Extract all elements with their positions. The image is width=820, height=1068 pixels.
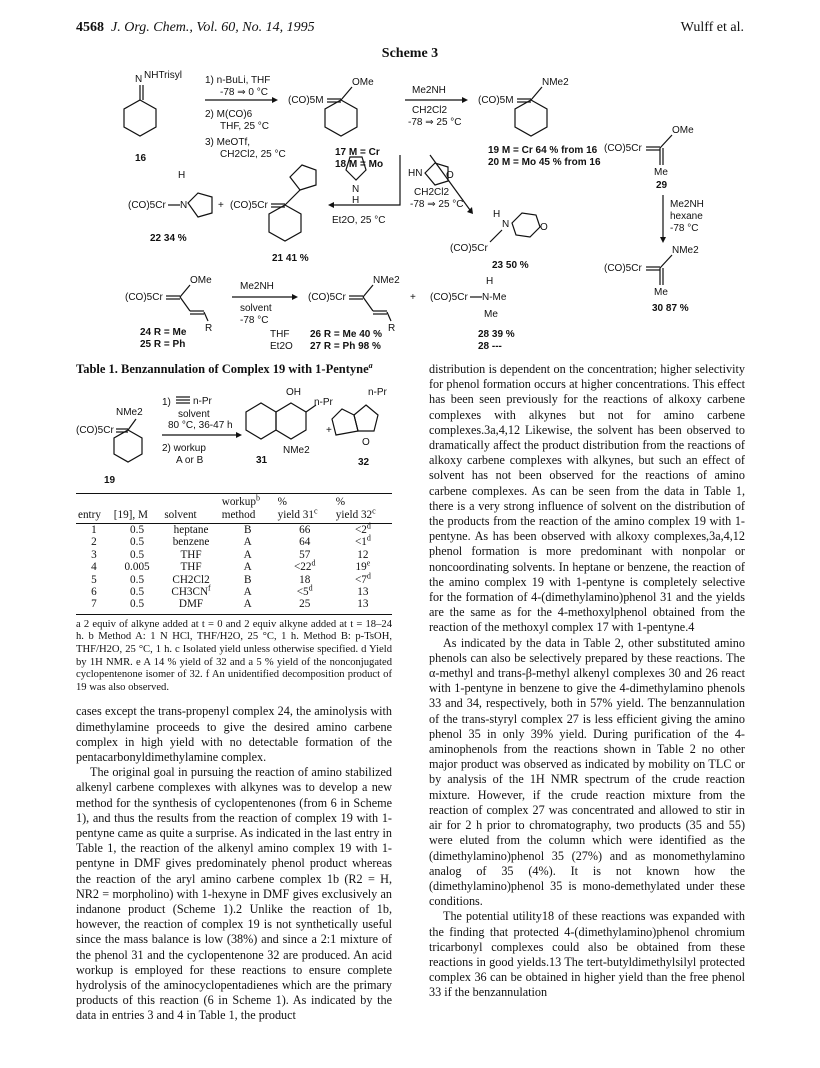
svg-text:CH2Cl2: CH2Cl2 (414, 187, 450, 198)
header-left: 4568 J. Org. Chem., Vol. 60, No. 14, 1995 (76, 20, 315, 35)
svg-text:Me: Me (484, 309, 498, 320)
table1-header-top: % (276, 494, 334, 509)
svg-text:H: H (493, 209, 501, 220)
compound-23 (450, 209, 548, 271)
svg-text:31: 31 (256, 455, 268, 467)
table1-header: solvent (162, 509, 219, 524)
svg-text:(CO)5M: (CO)5M (478, 95, 514, 106)
table1-cell: A (243, 548, 252, 561)
svg-text:(CO)5Cr: (CO)5Cr (128, 200, 166, 211)
svg-text:Me2NH: Me2NH (412, 85, 446, 96)
svg-text:NMe2: NMe2 (542, 77, 569, 88)
svg-text:CH2Cl2, 25 °C: CH2Cl2, 25 °C (220, 149, 286, 160)
table1-cell: $<2^d$ (354, 521, 371, 537)
table1-header: method (220, 509, 276, 524)
svg-text:Me2NH: Me2NH (240, 281, 274, 292)
table1-header: yield 31$^c$ (276, 509, 334, 524)
table1-cell: CH2Cl2 (172, 573, 210, 586)
table1-cell: 0.5 (112, 598, 163, 614)
svg-text:OH: OH (286, 387, 301, 399)
svg-text:O: O (446, 170, 454, 181)
svg-text:-78 °C: -78 °C (670, 223, 699, 234)
svg-text:+: + (218, 200, 224, 211)
table1-cell: benzene (172, 536, 210, 549)
svg-text:NMe2: NMe2 (283, 445, 310, 457)
table1-header: [19], M (112, 509, 163, 524)
table1-row (76, 598, 392, 614)
svg-text:O: O (540, 222, 548, 233)
svg-text:N: N (502, 219, 510, 230)
svg-text:H: H (486, 276, 494, 287)
svg-text:18 M = Mo: 18 M = Mo (335, 159, 384, 170)
svg-text:Me2NH: Me2NH (670, 199, 704, 210)
header-author: Wulff et al. (680, 20, 744, 35)
table1-cell: B (243, 573, 252, 586)
table1-header: yield 32$^c$ (334, 509, 392, 524)
svg-text:(CO)5Cr: (CO)5Cr (230, 200, 268, 211)
svg-text:O: O (362, 437, 370, 449)
left-column (76, 362, 392, 1024)
right-para-3: The potential utility18 of these reactions was expanded with the finding that protected 4-(dimethylamino)phenol chromium tricarbonyl complexes could also be obtained from these reactions in good yields.13 The tert-butyldimethylsilyl protected complex 36 can be obtained in higher yield than the free phenol 33 if the benzannulation (429, 909, 745, 1000)
svg-text:-78 ⇒ 0 °C: -78 ⇒ 0 °C (220, 87, 268, 98)
compound-26-27 (308, 275, 400, 350)
svg-text:2) workup: 2) workup (162, 443, 206, 455)
svg-text:28 ---: 28 --- (478, 341, 502, 350)
svg-text:(CO)5Cr: (CO)5Cr (308, 292, 346, 303)
svg-text:19 M = Cr 64 % from 16: 19 M = Cr 64 % from 16 (488, 145, 598, 156)
table1-cell: A (243, 536, 252, 549)
svg-text:2) M(CO)6: 2) M(CO)6 (205, 109, 253, 120)
svg-text:1) n-BuLi, THF: 1) n-BuLi, THF (205, 75, 271, 86)
table1-cell: 4 (91, 561, 97, 574)
svg-text:20 M = Mo 45 % from 16: 20 M = Mo 45 % from 16 (488, 157, 601, 168)
table1-cell: 66 (299, 524, 311, 537)
table1-cell: A (220, 598, 276, 614)
table1-cell: $<1^d$ (354, 533, 371, 549)
table1-cell: 25 (276, 598, 334, 614)
svg-text:Et2O, 25 °C: Et2O, 25 °C (332, 215, 386, 226)
svg-text:NHTrisyl: NHTrisyl (144, 70, 182, 81)
svg-text:22 34 %: 22 34 % (150, 233, 187, 244)
table1-row (76, 561, 392, 573)
table1-caption: Table 1. Benzannulation of Complex 19 with 1-Pentyne$^a$ (76, 360, 373, 376)
table1-cell: 6 (91, 586, 97, 599)
reagents-3 (232, 281, 298, 350)
table1-cell: $<7^d$ (354, 570, 371, 586)
table1-cell: A (243, 586, 252, 599)
svg-text:N: N (135, 74, 143, 85)
table1-cell: $<22^d$ (293, 558, 316, 574)
table1-cell: 57 (299, 548, 311, 561)
table1-cell: 0.5 (130, 586, 145, 599)
svg-text:1): 1) (162, 397, 171, 409)
svg-text:OMe: OMe (190, 275, 212, 286)
table1-row (76, 536, 392, 548)
table1-footnote: a 2 equiv of alkyne added at t = 0 and 2 equiv alkyne added at t = 18–24 h. b Method A: 1 N HCl, THF/H2O, 25 °C, 1 h. Method B: p-TsOH, THF/H2O, 25 °C, 1 h. c Isolated yield unless otherwise specified. d Yield by 1H NMR. e A 14 % yield of 32 and a 5 % yield of the nonconjugated cyclopentenone isomer of 32. f An unidentified decomposition product of 19 was also observed. (76, 618, 392, 693)
svg-text:21 41 %: 21 41 % (272, 253, 309, 264)
compound-24-25 (125, 275, 212, 350)
label-16: 16 (135, 153, 147, 164)
svg-text:hexane: hexane (670, 211, 703, 222)
table1-header-top (112, 494, 163, 509)
svg-text:Me: Me (654, 287, 668, 298)
svg-text:30 87 %: 30 87 % (652, 303, 689, 314)
svg-text:solvent: solvent (178, 409, 210, 421)
table1-header-top (162, 494, 219, 509)
svg-text:-78 °C: -78 °C (240, 315, 269, 326)
table1-cell: 64 (299, 536, 311, 549)
table1-header-top: % (334, 494, 392, 509)
table1-cell: 0.005 (124, 561, 150, 574)
svg-text:19: 19 (104, 475, 116, 487)
table1-cell: 19e (355, 558, 371, 574)
table1-cell: 1 (91, 524, 97, 537)
table1-cell: THF (180, 548, 202, 561)
svg-text:THF: THF (270, 329, 290, 340)
table1-cell: 2 (91, 536, 97, 549)
svg-text:H: H (352, 195, 360, 206)
svg-text:80 °C, 36-47 h: 80 °C, 36-47 h (168, 420, 233, 432)
svg-text:26 R = Me 40 %: 26 R = Me 40 % (310, 329, 382, 340)
svg-text:+: + (410, 292, 416, 303)
table1-row (76, 586, 392, 598)
table1-cell: A (243, 561, 252, 574)
reagents-1 (205, 75, 286, 160)
svg-text:A or B: A or B (176, 455, 204, 467)
svg-text:(CO)5Cr: (CO)5Cr (604, 143, 642, 154)
svg-text:N: N (180, 200, 188, 211)
table1-cell: 13 (334, 598, 392, 614)
left-para-1: cases except the trans-propenyl complex 24, the aminolysis with dimethylamine proceeds to give the desired amino carbene complex in high yield with no detectable formation of the pentacarbonyldimethylamine complex. (76, 704, 392, 765)
svg-text:R: R (205, 323, 213, 334)
right-para-2: As indicated by the data in Table 2, other substituted amino phenols can also be selectively prepared by these reactions. The α-methyl and trans-β-methyl alkenyl complexes 30 and 26 react with 1-pentyne in benzene to give the 4-dimethylamino phenols 33 and 34, respectively, both in 57% yield. The benzannulation of the trans-styryl complex 27 is less efficient giving the amino phenol 35 in only 39% yield. During purification of the 4-aminophenols from the reactions shown in Table 2 no other major product was observed as indicated by mobility on TLC or by analysis of the 1H NMR spectrum of the crude reaction mixture. However, if the crude reaction mixture from the reaction of complex 27 was concentrated and allowed to stir in air for 2 h prior to chromatography, two products (35 and 55) were eluted from the column which were identified as the (dimethylamino)phenol 35 (27%) and as monomethylamino analog of 35 (4%). It is not known how the (dimethylamino)phenol 35 is mono-demethylated under these conditions. (429, 635, 745, 909)
svg-text:CH2Cl2: CH2Cl2 (412, 105, 448, 116)
reagents-2 (405, 85, 468, 128)
svg-text:n-Pr: n-Pr (368, 387, 387, 399)
table1-row (76, 524, 392, 537)
svg-text:3) MeOTf,: 3) MeOTf, (205, 137, 251, 148)
svg-text:-78 ⇒ 25 °C: -78 ⇒ 25 °C (410, 199, 464, 210)
svg-text:n-Pr: n-Pr (314, 397, 333, 409)
table1-scheme (76, 383, 392, 491)
svg-text:27 R = Ph 98 %: 27 R = Ph 98 % (310, 341, 381, 350)
table1-cell: $CH3CN^f$ (171, 583, 211, 599)
left-para-2: The original goal in pursuing the reaction of amino stabilized alkenyl carbene complexes with alkynes was to develop a new method for the synthesis of cyclopentenones (from 6 in Scheme 1), and thus the results from the reaction of complex 19 with 1-pentyne came as quite a surprise. As indicated in the last entry in Table 1, the reaction of the alkenyl amino complex 19 with 1-pentyne in DMF gives predominately phenol product whereas the reaction of the aryl amino carbene complex 1b (R2 = H, NR2 = morpholino) with 1-hexyne in DMF gives exclusively an indanone product (Scheme 1).2 Unlike the reaction of 1b, however, the reaction of complex 19 is not synthetically useful since the mass balance is low (38%) and since a 2:1 mixture of the phenol 31 and the cyclopentenone 32 are produced. An acid workup is employed for these reactions to ensure complete hydrolysis of the aminocyclopentadienes which are the primary products of this reaction (6 in Scheme 1). As indicated by the data in entries 3 and 4 in Table 1, the product (76, 765, 392, 1023)
compound-29 (604, 125, 694, 191)
svg-text:29: 29 (656, 180, 668, 191)
svg-text:NMe2: NMe2 (116, 407, 143, 419)
right-column (429, 362, 745, 1001)
svg-text:N: N (352, 184, 360, 195)
svg-text:Me: Me (654, 167, 668, 178)
scheme-title: Scheme 3 (381, 46, 439, 61)
table1-cell: heptane (173, 524, 209, 537)
table1-cell: 7 (76, 598, 112, 614)
compound-30 (604, 245, 699, 314)
reagents-morpholine (408, 155, 473, 214)
svg-text:32: 32 (358, 457, 370, 469)
svg-text:THF, 25 °C: THF, 25 °C (220, 121, 270, 132)
compound-28 (430, 276, 515, 350)
table1 (76, 493, 392, 615)
table1-cell: 18 (299, 573, 311, 586)
table1-header: entry (76, 509, 112, 524)
table1-cell: 12 (357, 548, 369, 561)
svg-text:(CO)5Cr: (CO)5Cr (450, 243, 488, 254)
compound-21 (230, 165, 316, 264)
table1-cell: 0.5 (130, 536, 145, 549)
table1-cell: 0.5 (130, 524, 145, 537)
svg-text:(CO)5Cr: (CO)5Cr (604, 263, 642, 274)
svg-text:(CO)5M: (CO)5M (288, 95, 324, 106)
compound-19-20 (478, 77, 601, 168)
svg-text:Et2O: Et2O (270, 341, 293, 350)
svg-text:24 R = Me: 24 R = Me (140, 327, 187, 338)
svg-text:n-Pr: n-Pr (193, 396, 212, 408)
page-header (76, 20, 744, 42)
svg-text:NMe2: NMe2 (373, 275, 400, 286)
table1-cell: 5 (91, 573, 97, 586)
svg-text:(CO)5Cr: (CO)5Cr (76, 425, 114, 437)
reagents-29-30 (660, 195, 704, 243)
svg-text:28 39 %: 28 39 % (478, 329, 515, 340)
svg-text:+: + (326, 425, 332, 437)
table1-header-top (76, 494, 112, 509)
svg-text:-78 ⇒ 25 °C: -78 ⇒ 25 °C (408, 117, 462, 128)
svg-text:OMe: OMe (352, 77, 374, 88)
svg-text:25 R = Ph: 25 R = Ph (140, 339, 186, 350)
table1-cell: 3 (91, 548, 97, 561)
table1-cell: B (243, 524, 252, 537)
table1-cell: 13 (357, 586, 369, 599)
scheme-3 (0, 45, 820, 350)
compound-17-18 (288, 77, 383, 170)
table1-cell: DMF (162, 598, 219, 614)
table1-cell: THF (180, 561, 202, 574)
table1-header-top: workup$^b$ (220, 494, 276, 509)
svg-text:HN: HN (408, 168, 423, 179)
table1-cell: 0.5 (130, 573, 145, 586)
compound-16 (124, 70, 182, 164)
svg-text:OMe: OMe (672, 125, 694, 136)
svg-text:R: R (388, 323, 396, 334)
svg-text:N-Me: N-Me (482, 292, 507, 303)
svg-text:23 50 %: 23 50 % (492, 260, 529, 271)
right-para-1: distribution is dependent on the concentration; higher selectivity for phenol formation occurs at higher concentrations. This effect has been seen previously for the reactions of alkoxy carbene complexes with alkynes but not for amino carbene complexes.3a,4,12 Likewise, the solvent has been observed to dramatically affect the product distribution from the reactions of alkoxy carbene complexes with alkynes, but such an effect of solvent has not been observed for the reactions of amino carbene complexes. As can be seen from the data in Table 1, there is a very strong influence of solvent on the distribution of the products from the reaction of the amino complex 19 with 1-pentyne. As has been observed with alkoxy complexes,3a,4,12 phenol formation is more predominant with nonpolar or noncoordinating solvents. In heptane or benzene, the reaction of the amino complex 19 with 1-pentyne is completely selective for the formation of 4-(dimethylamino)phenol 31 and the yields are the same as for the 4-methoxylphenol obtained from the reaction of the methoxyl complex 17 with 1-pentyne.4 (429, 362, 745, 635)
svg-text:solvent: solvent (240, 303, 272, 314)
table1-cell: 0.5 (130, 548, 145, 561)
svg-text:17 M = Cr: 17 M = Cr (335, 147, 380, 158)
table1-row (76, 549, 392, 561)
table1-row (76, 574, 392, 586)
compound-22 (128, 170, 212, 244)
svg-text:(CO)5Cr: (CO)5Cr (125, 292, 163, 303)
svg-text:H: H (178, 170, 186, 181)
svg-text:(CO)5Cr: (CO)5Cr (430, 292, 468, 303)
svg-text:NMe2: NMe2 (672, 245, 699, 256)
table1-cell: $<5^d$ (296, 583, 313, 599)
